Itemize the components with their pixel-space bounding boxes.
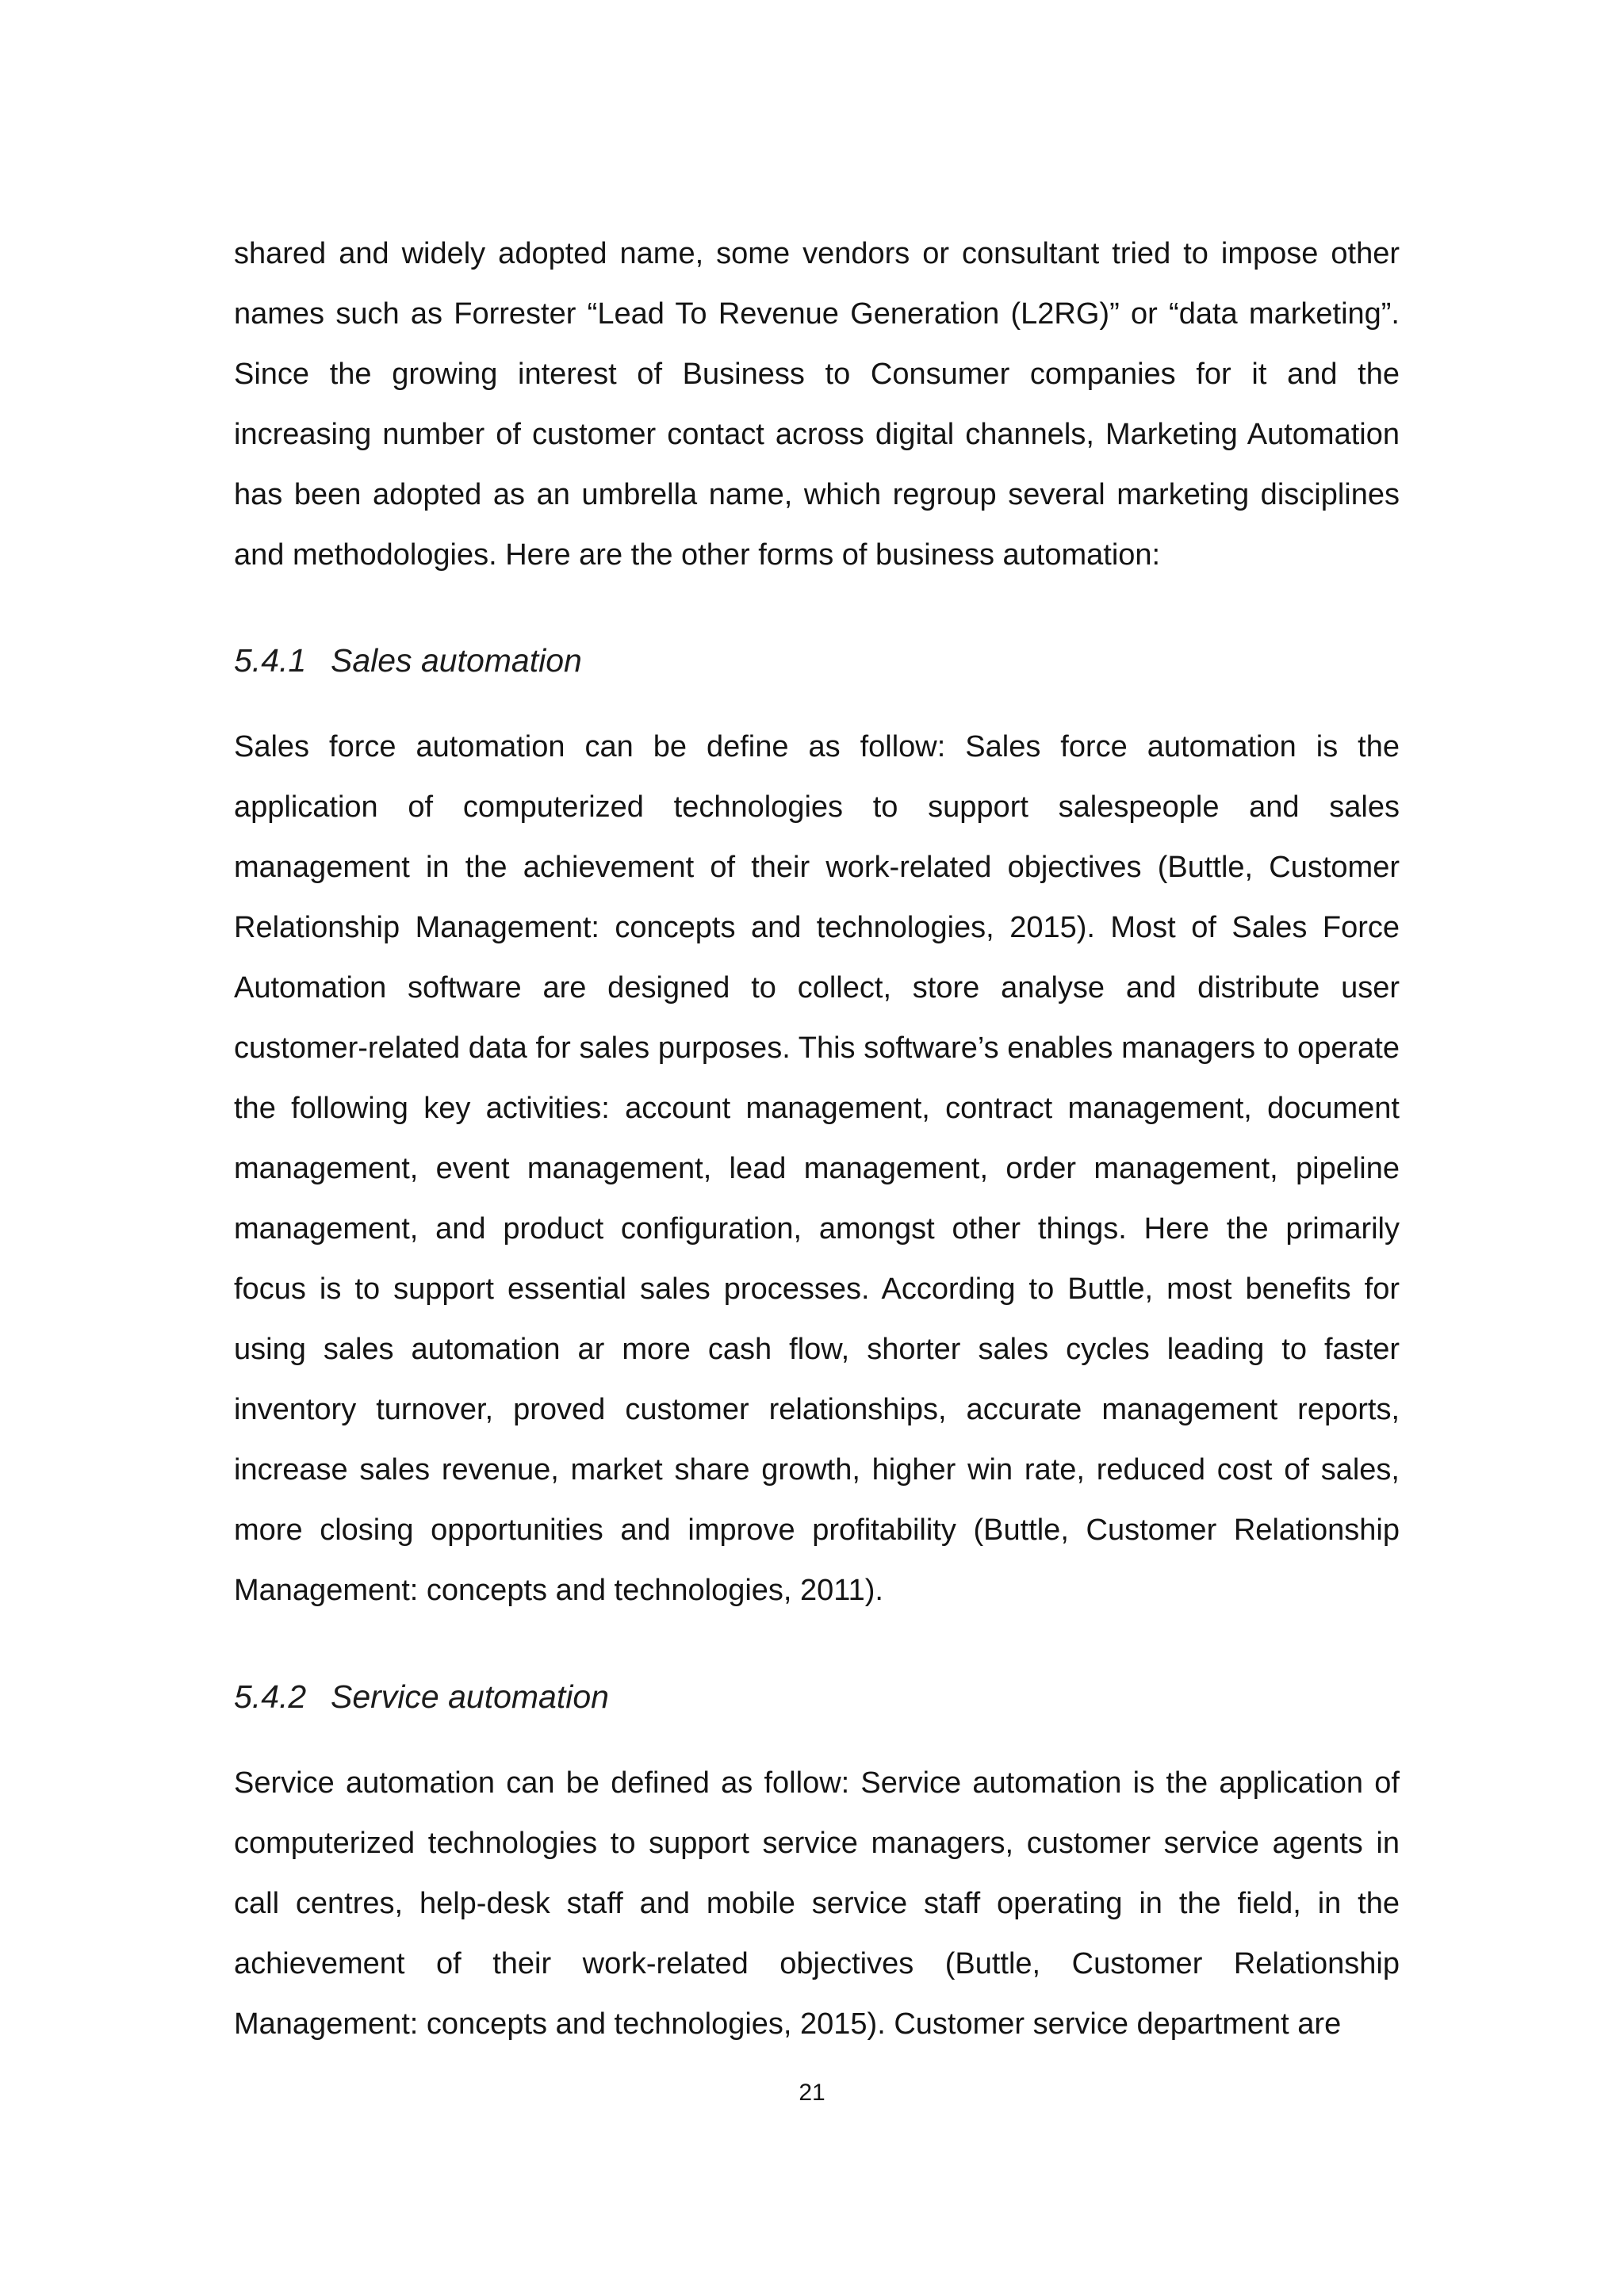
section-number: 5.4.1 — [234, 642, 307, 679]
section-heading-service-automation — [234, 1678, 1400, 1715]
page-number: 21 — [799, 2080, 825, 2106]
section-title: Sales automation — [331, 642, 582, 679]
sales-automation-paragraph: Sales force automation can be define as follow: Sales force automation is the application of computerized technologies to support salespeople and sales management in the achievement of their work-related objectives (Buttle, Customer Relationship Management: concepts and technologies, 2015). Most of Sales Force Automation software are designed to collect, store analyse and distribute user customer-related data for sales purposes. This software’s enables managers to operate the following key activities: account management, contract management, document management, event management, lead management, order management, pipeline management, and product configuration, amongst other things. Here the primarily focus is to support essential sales processes. According to Buttle, most benefits for using sales automation ar more cash flow, shorter sales cycles leading to faster inventory turnover, proved customer relationships, accurate management reports, increase sales revenue, market share growth, higher win rate, reduced cost of sales, more closing opportunities and improve profitability (Buttle, Customer Relationship Management: concepts and technologies, 2011). — [234, 730, 1400, 1607]
intro-paragraph: shared and widely adopted name, some vendors or consultant tried to impose other names such as Forrester “Lead To Revenue Generation (L2RG)” or “data marketing”. Since the growing interest of Business to Consumer companies for it and the increasing number of customer contact across digital channels, Marketing Automation has been adopted as an umbrella name, which regroup several marketing disciplines and methodologies. Here are the other forms of business automation: — [234, 237, 1400, 572]
service-automation-paragraph: Service automation can be defined as follow: Service automation is the application of computerized technologies to support service managers, customer service agents in call centres, help-desk staff and mobile service staff operating in the field, in the achievement of their work-related objectives (Buttle, Customer Relationship Management: concepts and technologies, 2015). Customer service department are — [234, 1766, 1400, 2041]
page-content — [234, 224, 1400, 2054]
section-number: 5.4.2 — [234, 1678, 307, 1715]
section-heading-sales-automation — [234, 642, 1400, 679]
section-title: Service automation — [331, 1678, 609, 1715]
